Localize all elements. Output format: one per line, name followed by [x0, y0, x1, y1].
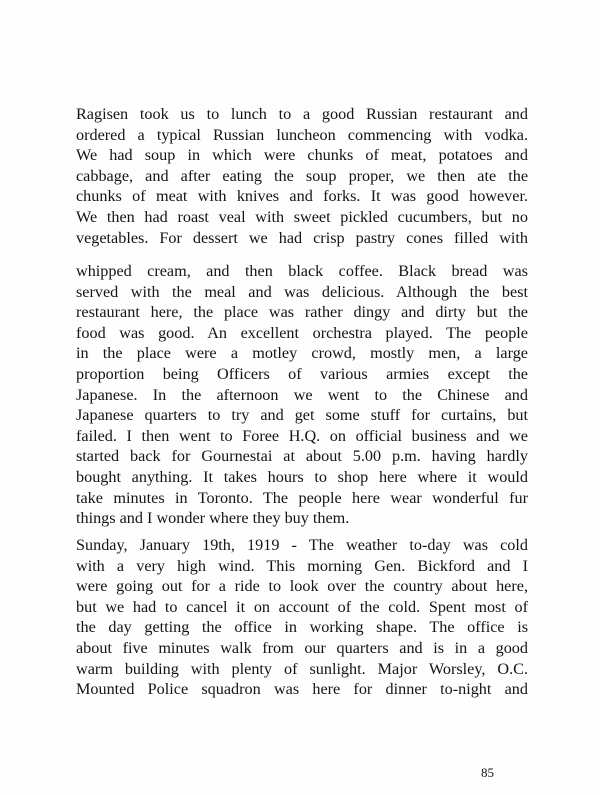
text-line: bought anything. It takes hours to shop here where it would	[76, 467, 528, 486]
text-line: warm building with plenty of sunlight. Major Worsley, O.C.	[76, 659, 528, 678]
text-line: Mounted Police squadron was here for dinner to-night and	[76, 680, 528, 699]
page-number: 85	[481, 765, 494, 780]
text-line: vegetables. For dessert we had crisp pastry cones filled with	[76, 228, 528, 247]
text-line: things and I wonder where they buy them.	[76, 509, 350, 528]
text-line: restaurant here, the place was rather dingy and dirty but the	[76, 303, 528, 322]
text-line: cabbage, and after eating the soup proper, we then ate the	[76, 166, 528, 185]
text-line: Japanese. In the afternoon we went to the Chinese and	[76, 385, 528, 404]
text-line: failed. I then went to Foree H.Q. on official business and we	[76, 426, 528, 445]
text-line: served with the meal and was delicious. Although the best	[76, 282, 528, 301]
text-line: Ragisen took us to lunch to a good Russian restaurant and	[76, 105, 528, 123]
text-line: but we had to cancel it on account of the cold. Spent most of	[76, 597, 528, 616]
text-line: started back for Gournestai at about 5.00 p.m. having hardly	[76, 447, 528, 466]
text-line: take minutes in Toronto. The people here wear wonderful fur	[76, 488, 528, 507]
text-line: proportion being Officers of various armies except the	[76, 364, 528, 383]
text-line: Japanese quarters to try and get some stuff for curtains, but	[76, 406, 528, 425]
text-line: We then had roast veal with sweet pickled cucumbers, but no	[76, 207, 528, 226]
text-line: with a very high wind. This morning Gen. Bickford and I	[76, 556, 528, 575]
text-line: food was good. An excellent orchestra played. The people	[76, 323, 528, 342]
text-line: whipped cream, and then black coffee. Black bread was	[76, 262, 528, 280]
paragraph-lunch	[76, 104, 528, 248]
text-line: chunks of meat with knives and forks. It was good however.	[76, 187, 528, 206]
text-line: the day getting the office in working shape. The office is	[76, 618, 528, 637]
text-line: Sunday, January 19th, 1919 - The weather to-day was cold	[76, 536, 528, 554]
text-line: about five minutes walk from our quarters and is in a good	[76, 638, 528, 657]
text-line: We had soup in which were chunks of meat, potatoes and	[76, 146, 528, 165]
text-line: were going out for a ride to look over the country about here,	[76, 577, 528, 596]
paragraph-afternoon	[76, 261, 528, 529]
text-line: ordered a typical Russian luncheon commencing with vodka.	[76, 125, 528, 144]
text-line: in the place were a motley crowd, mostly men, a large	[76, 344, 528, 363]
paragraph-diary-entry	[76, 535, 528, 700]
